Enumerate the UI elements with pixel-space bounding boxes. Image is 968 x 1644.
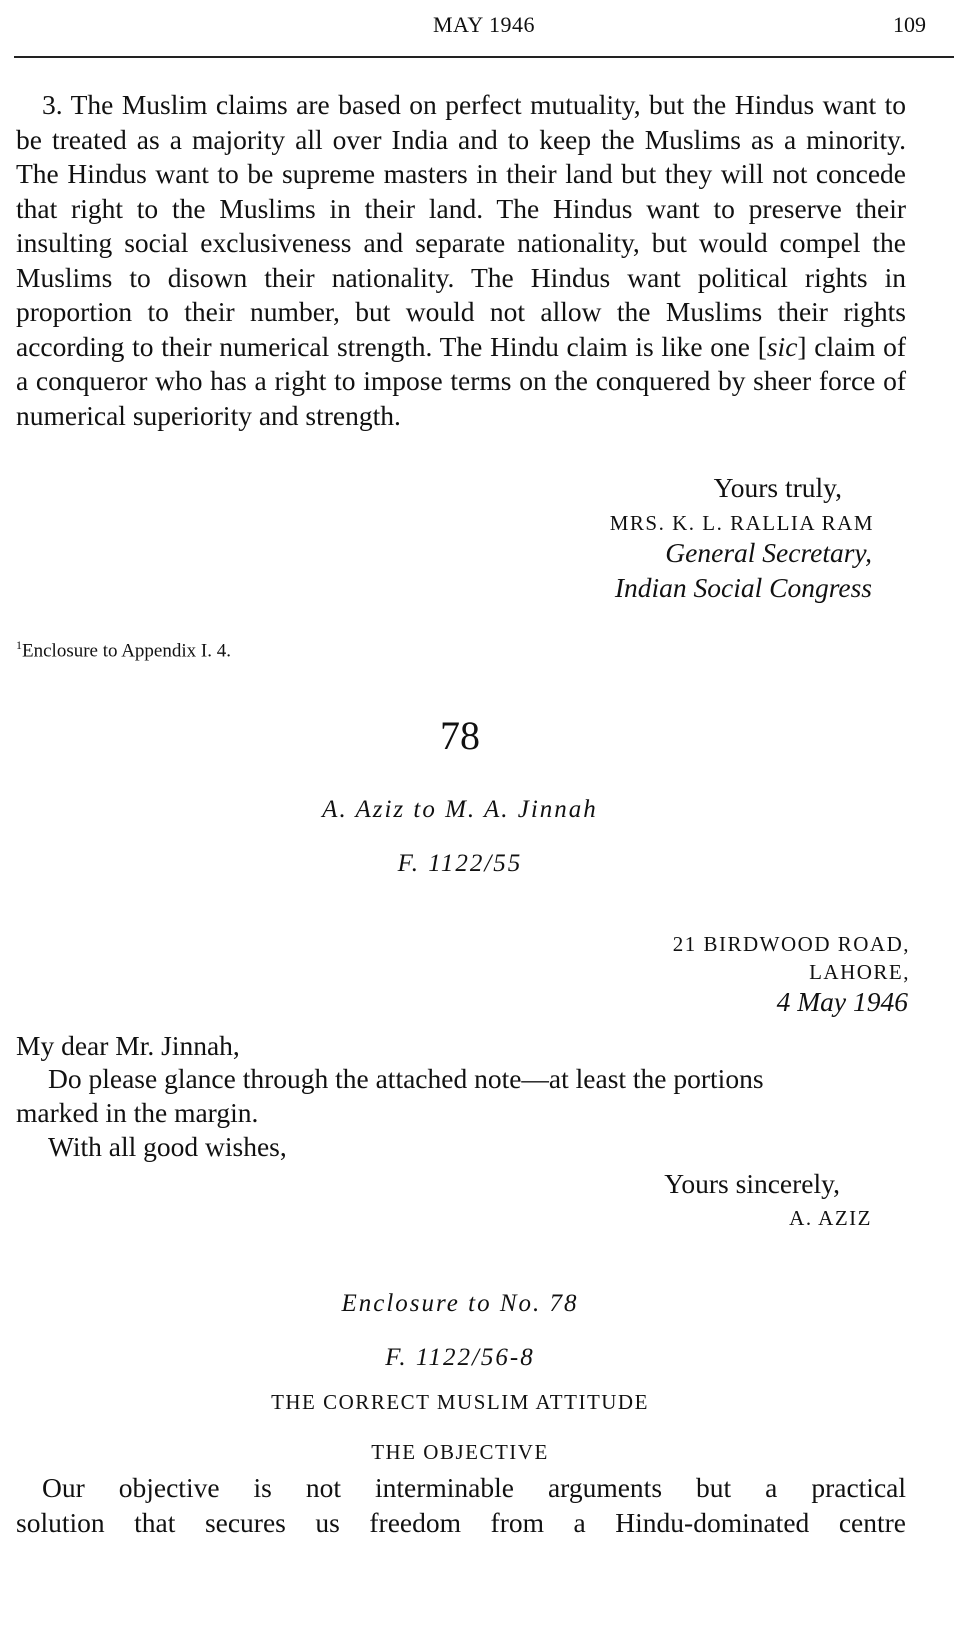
signatory-aziz: A. AZIZ — [789, 1206, 872, 1230]
letter-body-line-2: marked in the margin. — [16, 1097, 259, 1128]
closing-yours-sincerely: Yours sincerely, — [664, 1168, 840, 1199]
page-number: 109 — [893, 12, 926, 37]
document-number: 78 — [440, 713, 480, 758]
enclosure-file-reference: F. 1122/56-8 — [385, 1344, 535, 1371]
letter-body-line-1: Do please glance through the attached note—at least the portions — [48, 1063, 764, 1094]
paragraph-end-text: claim of a conqueror who has a right to impose terms on the conquered by sheer force of numerical superiority and strength. — [16, 330, 906, 431]
good-wishes: With all good wishes, — [48, 1131, 287, 1162]
running-header — [14, 6, 954, 58]
signatory-organization: Indian Social Congress — [614, 572, 872, 603]
signatory-name: MRS. K. L. RALLIA RAM — [609, 511, 874, 535]
letter-date: 4 May 1946 — [776, 986, 908, 1017]
enclosure-line-1: Our objective is not interminable arguments but a practical — [42, 1472, 906, 1503]
address-line-2: LAHORE, — [809, 960, 910, 984]
file-reference: F. 1122/55 — [397, 850, 523, 877]
enclosure-line-2: solution that secures us freedom from a Hindu-dominated centre — [16, 1506, 906, 1538]
footnote-marker: 1 — [16, 638, 22, 652]
salutation: My dear Mr. Jinnah, — [16, 1030, 240, 1061]
enclosure-subtitle: THE OBJECTIVE — [371, 1440, 549, 1464]
footnote — [16, 638, 231, 662]
signatory-title: General Secretary, — [665, 537, 872, 568]
paragraph-body: 3. The Muslim claims are based on perfect mutuality, but the Hindus want to be treated as a majority all over India and to keep the Muslims as a minority. The Hindus want to be supreme masters in their land but they will not concede that right to the Muslims in their land. The Hindus want to preserve their insulting social exclusiveness and separate nationality, but would compel the Muslims to disown their nationality. The Hindus want political rights in proportion to their number, but would not allow the Muslims their rights according to their numerical strength. The Hindu claim is like one [sic] claim of a conqueror who has a right to impose terms on the conquered by sheer force of numerical superiority and strength. — [16, 89, 906, 431]
enclosure-paragraph — [16, 1471, 906, 1540]
letter-paragraph-3 — [16, 88, 906, 433]
enclosure-heading: Enclosure to No. 78 — [341, 1290, 579, 1317]
document-heading: A. Aziz to M. A. Jinnah — [322, 796, 598, 823]
enclosure-title: THE CORRECT MUSLIM ATTITUDE — [271, 1390, 649, 1414]
sic-mark: sic — [766, 330, 798, 362]
running-title: MAY 1946 — [432, 12, 535, 37]
footnote-text: Enclosure to Appendix I. 4. — [22, 640, 231, 662]
closing-yours-truly: Yours truly, — [713, 472, 842, 503]
paragraph-text: 3. The Muslim claims are based on perfect mutuality, but the Hindus want to be treated as a majority all over India and to keep the Muslims as a minority. The Hindus want to be supreme masters in their land but they will not concede that right to the Muslims in their land. The Hindus want to preserve their insulting social exclusiveness and separate nationality, but would compel the Muslims to disown their nationality. The Hindus want political rights in proportion to their number, but would not allow the Muslims their rights according to their numerical strength. The Hindu claim is like one — [16, 89, 906, 362]
address-line-1: 21 BIRDWOOD ROAD, — [672, 932, 910, 956]
